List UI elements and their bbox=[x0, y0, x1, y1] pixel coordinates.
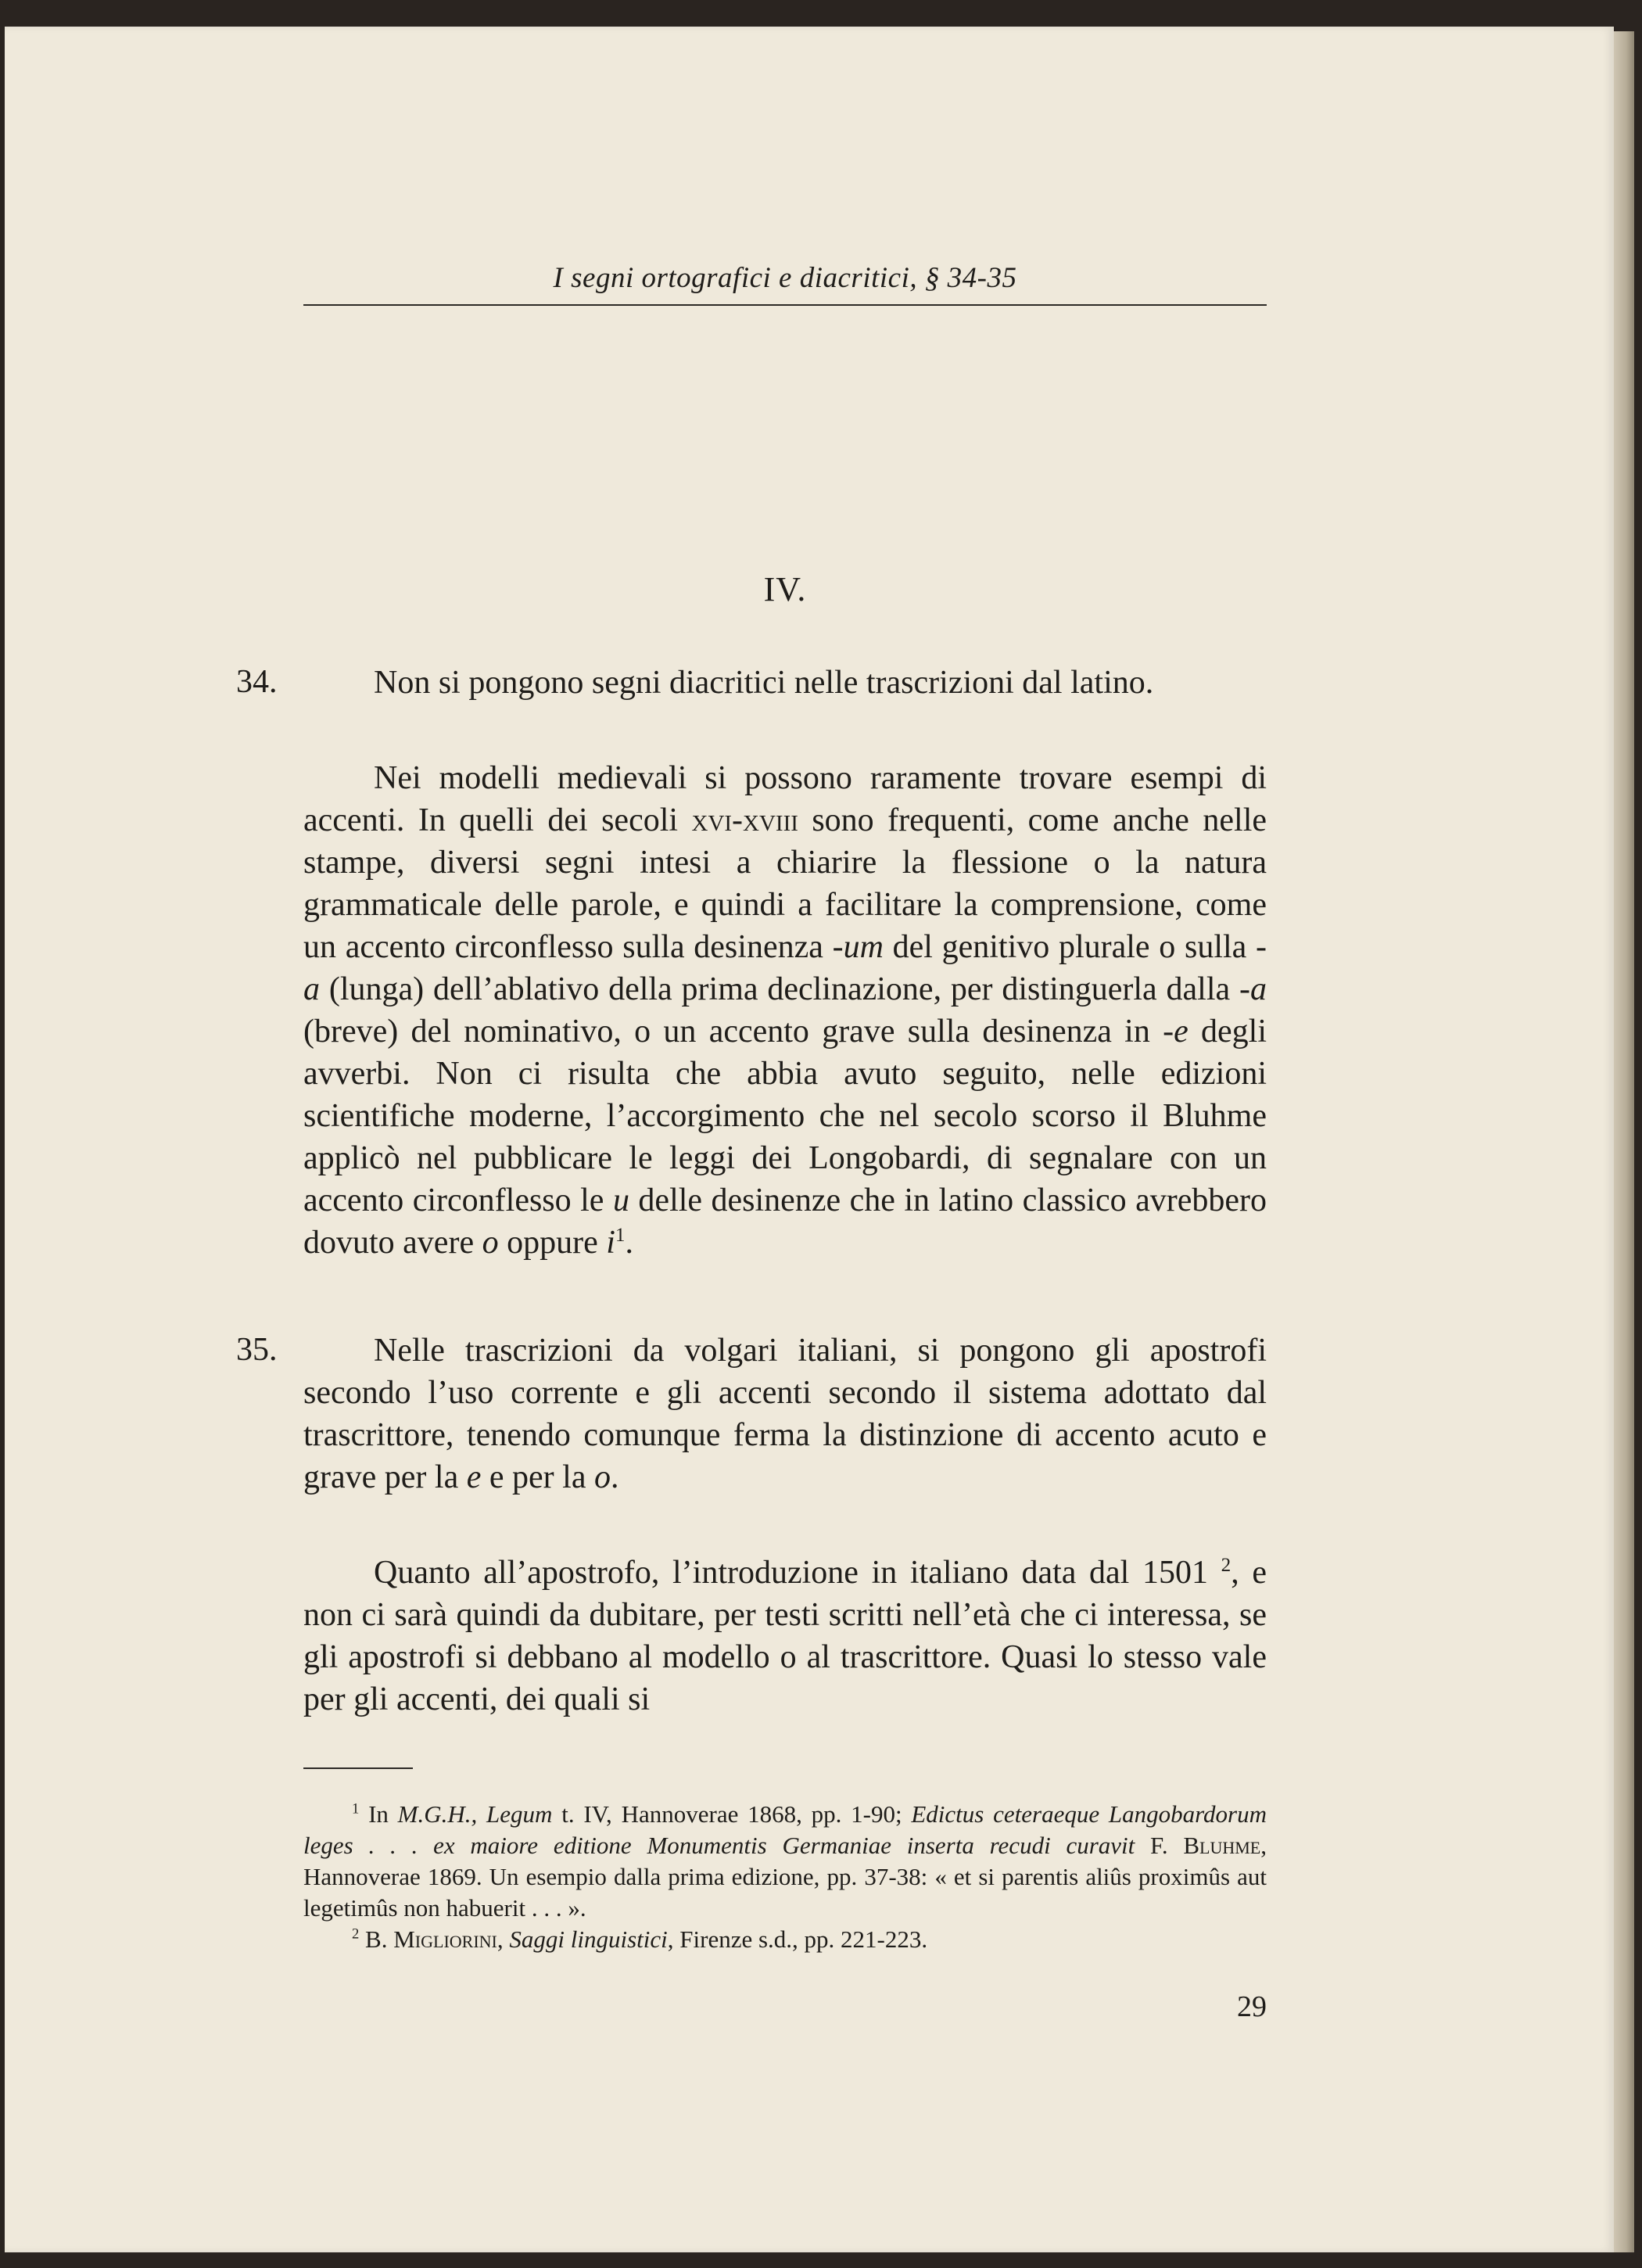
paragraph-34-body: Nei modelli medievali si possono raramente trovare esempi di accenti. In quelli dei secoli xvi-xviii sono frequenti, come anche nelle stampe, diversi segni intesi a chiarire la flessione o la natura grammaticale delle parole, e quindi a facilitare la comprensione, come un accento circonflesso sulla desinenza -um del genitivo plurale o sulla -a (lunga) dell’ablativo della prima declinazione, per distinguerla dalla -a (breve) del nominativo, o un accento grave sulla desinenza in -e degli avverbi. Non ci risulta che abbia avuto seguito, nelle edizioni scientifiche moderne, l’accorgimento che nel secolo scorso il Bluhme applicò nel pubblicare le leggi dei Longobardi, di segnalare con un accento circonflesso le u delle desinenze che in latino classico avrebbero dovuto avere o oppure $i^1$. bbox=[303, 760, 1267, 1261]
page-number: 29 bbox=[1237, 1990, 1267, 2023]
paragraph-number-35: 35. bbox=[236, 1332, 278, 1368]
paragraph-34-statement: Non si pongono segni diacritici nelle trascrizioni dal latino. bbox=[374, 665, 1154, 701]
running-head: I segni ortografici e diacritici, § 34-35 bbox=[553, 262, 1017, 294]
footnote-rule bbox=[303, 1767, 413, 1769]
footnote-2: $^2$ B. Migliorini, Saggi linguistici, Firenze s.d., pp. 221-223. bbox=[352, 1925, 928, 1953]
footnote-ref-1: 1 bbox=[615, 1225, 626, 1246]
paragraph-number-34: 34. bbox=[236, 664, 278, 700]
section-title: IV. bbox=[763, 570, 807, 608]
footnote-ref-2: 2 bbox=[1221, 1555, 1232, 1576]
footnote-1: $^1$ In M.G.H., Legum t. IV, Hannoverae 1868, pp. 1-90; Edictus ceteraeque Langobardorum leges . . . ex maiore editione Monumentis Germaniae inserta recudi curavit F. Bluhme, Hannoverae 1869. Un esempio dalla prima edizione, pp. 37-38: « et si parentis aliûs proximûs aut legetimûs non habuerit . . . ». bbox=[303, 1800, 1267, 1922]
footnotes bbox=[303, 1799, 1267, 1955]
paragraph-35-body: Quanto all’apostrofo, l’introduzione in italiano data dal 1501 $^2$, e non ci sarà quindi da dubitare, per testi scritti nell’età che ci interessa, se gli apostrofi si debbano al modello o al trascrittore. Quasi lo stesso vale per gli accenti, dei quali si bbox=[303, 1555, 1267, 1717]
paragraph-35-statement: Nelle trascrizioni da volgari italiani, si pongono gli apostrofi secondo l’uso corrente e gli accenti secondo il sistema adottato dal trascrittore, tenendo comunque ferma la distinzione di accento acuto e grave per la e e per la o. bbox=[303, 1333, 1267, 1495]
header-rule bbox=[303, 304, 1267, 306]
page-edge bbox=[1614, 31, 1634, 2252]
